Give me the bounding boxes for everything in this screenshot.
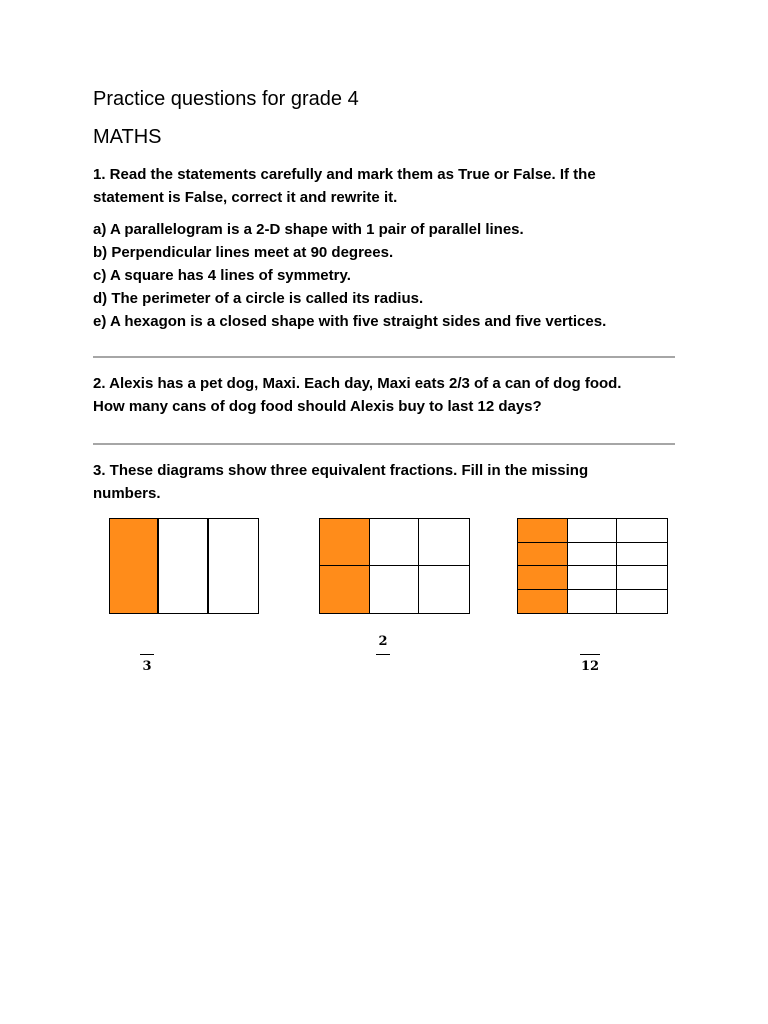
question-2-line-2: How many cans of dog food should Alexis buy to last 12 days? — [93, 398, 542, 415]
fraction-3-bar — [580, 654, 600, 655]
fraction-cell — [518, 519, 568, 543]
fraction-2-denominator — [370, 659, 396, 675]
fraction-cell — [518, 566, 568, 590]
fraction-1-denominator: 3 — [142, 659, 152, 674]
fraction-cell — [617, 519, 667, 543]
fraction-cell — [617, 566, 667, 590]
page-title: Practice questions for grade 4 — [93, 88, 359, 110]
question-1-line-1: 1. Read the statements carefully and mark them as True or False. If the — [93, 166, 596, 183]
statement-c: c) A square has 4 lines of symmetry. — [93, 267, 351, 284]
fraction-3-numerator — [575, 636, 605, 652]
fraction-cell — [568, 519, 618, 543]
fraction-cell — [568, 590, 618, 614]
fraction-cell — [419, 566, 469, 613]
answer-line-2 — [93, 443, 675, 445]
question-3-line-1: 3. These diagrams show three equivalent fractions. Fill in the missing — [93, 462, 589, 479]
question-1-line-2: statement is False, correct it and rewrite it. — [93, 189, 398, 206]
question-2-prompt — [93, 372, 621, 418]
question-3-prompt — [93, 459, 588, 505]
fraction-cell — [209, 519, 258, 613]
fraction-cell — [110, 519, 159, 613]
fraction-2-bar — [376, 654, 390, 655]
fraction-cell — [370, 519, 420, 566]
fraction-diagram-3 — [517, 518, 668, 614]
fraction-1-bar — [140, 654, 154, 655]
fraction-1-numerator — [134, 636, 160, 652]
statement-b: b) Perpendicular lines meet at 90 degrees. — [93, 244, 394, 261]
statement-a: a) A parallelogram is a 2-D shape with 1 pair of parallel lines. — [93, 221, 524, 238]
fraction-cell — [320, 566, 370, 613]
fraction-cell — [617, 590, 667, 614]
fraction-cell — [617, 543, 667, 567]
question-1-statements — [93, 218, 606, 333]
fraction-diagram-2 — [319, 518, 470, 614]
fraction-cell — [159, 519, 208, 613]
fraction-cell — [370, 566, 420, 613]
question-3-line-2: numbers. — [93, 485, 161, 502]
fraction-cell — [568, 566, 618, 590]
fraction-cell — [568, 543, 618, 567]
statement-e: e) A hexagon is a closed shape with five straight sides and five vertices. — [93, 313, 607, 330]
subject-heading: MATHS — [93, 126, 162, 148]
fraction-diagram-1 — [109, 518, 259, 614]
question-1-prompt — [93, 163, 596, 209]
fraction-2-numerator: 2 — [378, 634, 388, 649]
fraction-cell — [419, 519, 469, 566]
fraction-cell — [518, 543, 568, 567]
statement-d: d) The perimeter of a circle is called its radius. — [93, 290, 424, 307]
fraction-cell — [518, 590, 568, 614]
question-2-line-1: 2. Alexis has a pet dog, Maxi. Each day, Maxi eats 2/3 of a can of dog food. — [93, 375, 622, 392]
fraction-3-denominator: 12 — [580, 659, 600, 674]
answer-line-1 — [93, 356, 675, 358]
fraction-cell — [320, 519, 370, 566]
